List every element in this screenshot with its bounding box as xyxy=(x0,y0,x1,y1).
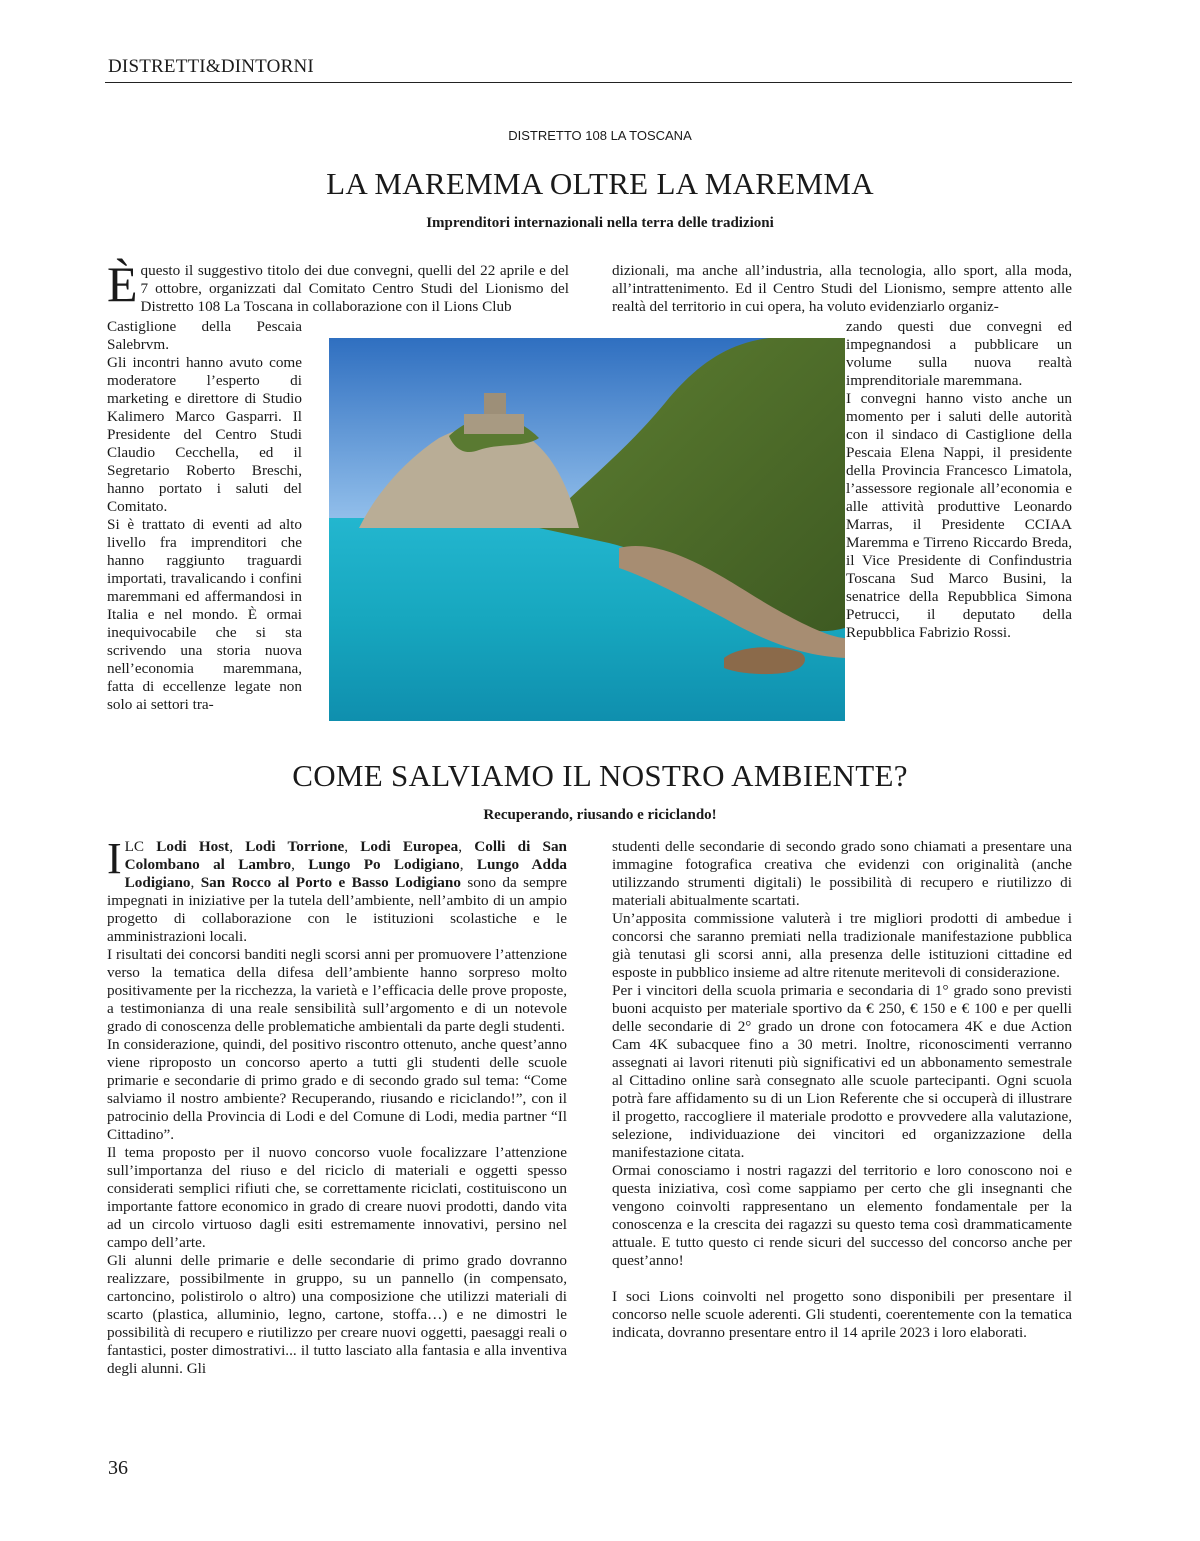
paragraph: studenti delle secondarie di secondo grado sono chiamati a presentare una immagine fotografica creativa che evidenzi con originalità (anche utilizzando strumenti digitali) le possibilità di recupero e riutilizzo di materiali abitualmente scartati. xyxy=(612,838,1072,909)
club-name: Lodi Torrione xyxy=(245,838,345,855)
paragraph xyxy=(107,834,568,946)
club-name: Lungo Adda Lodigiano xyxy=(124,856,567,891)
paragraph: Gli incontri hanno avuto come moderatore l’esperto di marketing e direttore di Studio Kalimero Marco Gasparri. Il Presidente del Centro Studi Claudio Cecchella, ed il Segretario Roberto Breschi, hanno portato i saluti del Comitato. xyxy=(107,354,302,515)
paragraph: Per i vincitori della scuola primaria e secondaria di 1° grado sono previsti buoni acquisto per materiale sportivo da € 250, € 150 e € 100 e per quelli delle secondarie di 2° grado un drone con fotocamera 4K e due Action Cam 4K subacquee fino a 30 metri. Inoltre, riconoscimenti verranno assegnati ai lavori ritenuti più significativi ed un abbonamento semestrale al Cittadino online sarà consegnato alle scuole partecipanti. Ogni scuola potrà fare affidamento su di un Lion Referente che si occuperà di illustrare il progetto, raccogliere il materiale prodotto e provvedere alla valutazione, selezione, individuazione dei vincitori ed organizzazione della manifestazione citata. xyxy=(612,982,1072,1161)
paragraph: Il tema proposto per il nuovo concorso vuole focalizzare l’attenzione sull’importanza del riuso e del riciclo di materiali e oggetti spesso considerati semplici rifiuti che, se correttamente riciclati, costituiscono un importante fattore economico in grado di creare nuovi prodotti, dando vita ad un circolo virtuoso dagli esiti estremamente innovativi, persino nel campo dell’arte. xyxy=(107,1144,567,1251)
article2-left-column xyxy=(107,834,568,1378)
article2-subtitle: Recuperando, riusando e riciclando! xyxy=(483,807,717,823)
paragraph: Castiglione della Pescaia Salebrvm. xyxy=(107,318,302,353)
lc-prefix: LC xyxy=(124,838,157,855)
article1-subtitle: Imprenditori internazionali nella terra delle tradizioni xyxy=(426,215,774,231)
dropcap: È xyxy=(107,256,138,312)
club-name: Lungo Po Lodigiano xyxy=(308,856,460,873)
coast-photo xyxy=(329,338,845,721)
separator: , xyxy=(459,856,477,873)
club-name: Lodi Host xyxy=(156,838,230,855)
intro-rest: sono da sempre impegnati in iniziative per la tutela dell’ambiente, nell’ambito di un ampio progetto di collaborazione con le istituzioni scolastiche e le amministrazioni locali. xyxy=(107,874,568,945)
separator: , xyxy=(190,874,201,891)
paragraph: zando questi due convegni ed impegnandosi a pubblicare un volume sulla nuova realtà imprenditoriale maremmana. xyxy=(846,318,1072,389)
article1-left-column xyxy=(107,318,302,714)
paragraph: I risultati dei concorsi banditi negli scorsi anni per promuovere l’attenzione verso la tematica della difesa dell’ambiente hanno sorpreso molto positivamente per la ricchezza, la varietà e l’efficacia delle prove proposte, a testimonianza di una reale sensibilità sull’argomento e di un notevole grado di conoscenza delle problematiche ambientali da parte degli studenti. xyxy=(107,946,567,1035)
paragraph: In considerazione, quindi, del positivo riscontro ottenuto, anche quest’anno viene riproposto un concorso aperto a tutti gli studenti delle scuole primarie e secondarie di primo grado e di secondo grado sul tema: “Come salviamo il nostro ambiente? Recuperando, riusando e riciclando!”, con il patrocinio della Provincia di Lodi e del Comune di Lodi, media partner “Il Cittadino”. xyxy=(107,1036,567,1143)
intro-text: questo il suggestivo titolo dei due convegni, quelli del 22 aprile e del 7 ottobre, organizzati dal Comitato Centro Studi del Lionismo del Distretto 108 La Toscana in collaborazione con il Lions Club xyxy=(140,262,569,315)
article1-title: LA MAREMMA OLTRE LA MAREMMA xyxy=(326,166,874,201)
club-name: San Rocco al Porto e Basso Lodigiano xyxy=(200,874,461,891)
separator: , xyxy=(229,838,246,855)
paragraph: Gli alunni delle primarie e delle secondarie di primo grado dovranno realizzare, possibilmente in gruppo, su un pannello (in compensato, cartoncino, polistirolo o altro) una composizione che utilizzi materiali di scarto (plastica, alluminio, legno, cartone, stoffa…) e ne dimostri le possibilità di recupero e riutilizzo per creare nuovi oggetti, paesaggi reali o fantastici, poster dimostrativi... il tutto lasciato alla fantasia e alla inventiva degli alunni. Gli xyxy=(107,1252,567,1377)
page-number: 36 xyxy=(108,1457,128,1479)
article1-right-top: dizionali, ma anche all’industria, alla tecnologia, allo sport, alla moda, all’intrattenimento. Ed il Centro Studi del Lionismo, sempre attento alle realtà del territorio in cui opera, ha voluto evidenziarlo organiz- xyxy=(612,262,1072,315)
header-rule xyxy=(105,82,1072,83)
separator: , xyxy=(344,838,361,855)
spacer xyxy=(612,1270,1072,1288)
paragraph: I convegni hanno visto anche un momento per i saluti delle autorità con il sindaco di Castiglione della Pescaia Elena Nappi, il presidente della Provincia Francesco Limatola, l’assessore regionale all’economia e alle attività produttive Leonardo Marras, il Presidente CCIAA Maremma e Tirreno Riccardo Breda, il Vice Presidente di Confindustria Toscana Sud Marco Busini, la senatrice della Repubblica Simona Petrucci, il deputato della Repubblica Fabrizio Rossi. xyxy=(846,390,1072,641)
club-name: Colli di San Colombano al Lambro xyxy=(124,838,568,873)
paragraph: Ormai conosciamo i nostri ragazzi del territorio e loro conoscono noi e questa iniziativa, così come sappiamo per certo che gli insegnanti che vengono coinvolti rappresentano un elemento fondamentale per la conoscenza e la crescita dei ragazzi su questo tema così drammaticamente attuale. E tutto questo ci rende sicuri del successo del concorso anche per quest’anno! xyxy=(612,1162,1072,1269)
paragraph: Un’apposita commissione valuterà i tre migliori prodotti di ambedue i concorsi che saranno premiati nella tradizionale manifestazione pubblica già tenutasi gli scorsi anni, alla presenza delle istituzioni cittadine ed esposte in pubblico insieme ad altre ritenute meritevoli di considerazione. xyxy=(612,910,1072,981)
article2-title: COME SALVIAMO IL NOSTRO AMBIENTE? xyxy=(292,758,908,793)
paragraph: Si è trattato di eventi ad alto livello fra imprenditori che hanno raggiunto traguardi importati, travalicando i confini maremmani ed affermandosi in Italia e nel mondo. È ormai inequivocabile che si sta scrivendo una storia nuova nell’economia maremmana, fatta di eccellenze legate non solo ai settori tra- xyxy=(107,516,302,713)
dropcap: I xyxy=(107,834,122,883)
article1-right-column xyxy=(846,318,1072,642)
castle-wall xyxy=(464,414,524,434)
separator: , xyxy=(458,838,475,855)
club-name: Lodi Europea xyxy=(360,838,459,855)
article1-intro xyxy=(107,256,569,316)
paragraph: I soci Lions coinvolti nel progetto sono disponibili per presentare il concorso nelle scuole aderenti. Gli studenti, coerentemente con la tematica indicata, dovranno presentare entro il 14 aprile 2023 i loro elaborati. xyxy=(612,1288,1072,1341)
district-label: DISTRETTO 108 LA TOSCANA xyxy=(508,128,692,143)
article2-right-column xyxy=(612,838,1072,1342)
separator: , xyxy=(291,856,309,873)
section-header: DISTRETTI&DINTORNI xyxy=(108,56,314,77)
